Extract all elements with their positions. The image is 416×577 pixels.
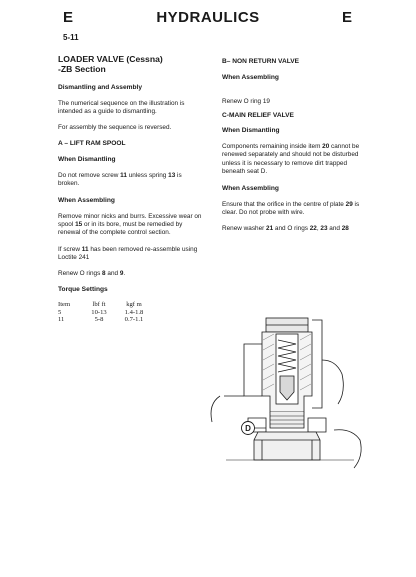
dismantling-paragraph-1: The numerical sequence on the illustration is intended as a guide to dismantling. <box>58 100 185 116</box>
c-when-assembling-heading: When Assembling <box>222 185 279 193</box>
a-dismantling-text: Do not remove screw 11 unless spring 13 is broken. <box>58 171 182 187</box>
a-assembling-text: Remove minor nicks and burrs. Excessive wear on spool 15 or in its bore, must be remedied by renewal of the complete control section. <box>58 213 202 237</box>
a-screw-text: If screw 11 has been removed re-assemble using Loctite 241 <box>58 245 198 261</box>
torque-table <box>58 301 154 324</box>
page-title: HYDRAULICS <box>156 9 260 26</box>
section-title-line2: -ZB Section <box>58 64 106 74</box>
relief-valve-illustration <box>204 300 374 490</box>
torque-cell: 0.7-1.1 <box>124 316 144 324</box>
torque-cell: 5 <box>58 308 62 316</box>
section-title-line1: LOADER VALVE (Cessna) <box>58 54 163 64</box>
a-when-dismantling-heading: When Dismantling <box>58 155 116 163</box>
page-number: 5-11 <box>63 33 79 42</box>
table-row <box>58 316 154 324</box>
table-row <box>58 309 154 317</box>
dismantling-heading: Dismantling and Assembly <box>58 84 143 91</box>
torque-cell: 11 <box>58 316 65 324</box>
c-dismantling-text: Components remaining inside item 20 cannot be renewed separately and should not be disturbed unless it is necessary to remove dirt trapped beneath seat D. <box>222 143 360 175</box>
torque-header-cell: Item <box>58 301 71 309</box>
section-c-heading: C-MAIN RELIEF VALVE <box>222 112 294 120</box>
label-d: D <box>245 424 251 433</box>
left-column <box>58 54 204 324</box>
c-assembling-text: Ensure that the orifice in the centre of plate 29 is clear. Do not probe with wire. <box>222 201 360 217</box>
torque-cell: 10-13 <box>91 308 107 316</box>
right-column <box>222 58 368 242</box>
a-when-assembling-heading: When Assembling <box>58 197 115 205</box>
c-renew-text: Renew washer 21 and O rings 22, 23 and 28 <box>222 225 349 233</box>
a-renew-text: Renew O rings 8 and 9. <box>58 270 126 278</box>
section-b-heading: B– NON RETURN VALVE <box>222 58 300 65</box>
torque-cell: 1.4-1.8 <box>124 308 144 316</box>
b-when-assembling-heading: When Assembling <box>222 74 279 81</box>
torque-header-row <box>58 301 154 309</box>
dismantling-paragraph-2: For assembly the sequence is reversed. <box>58 124 172 132</box>
header-left-mark: E <box>63 9 74 26</box>
header-right-mark: E <box>342 9 353 26</box>
b-renew-text: Renew O ring 19 <box>222 98 270 105</box>
torque-header-cell: kgf m <box>126 301 142 309</box>
torque-heading: Torque Settings <box>58 286 108 294</box>
torque-cell: 5-8 <box>94 316 104 324</box>
section-a-heading: A – LIFT RAM SPOOL <box>58 139 126 147</box>
c-when-dismantling-heading: When Dismantling <box>222 127 280 135</box>
torque-header-cell: lbf ft <box>92 301 106 309</box>
